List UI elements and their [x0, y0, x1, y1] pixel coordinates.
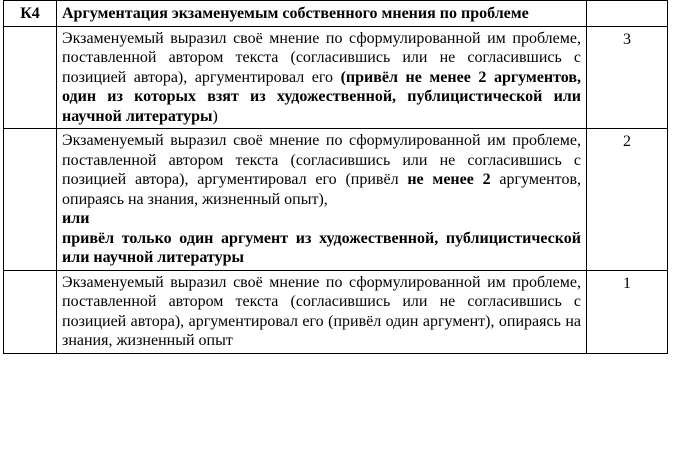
empty-code-cell [4, 26, 57, 129]
row-2-text-bold-a: не менее 2 [407, 171, 491, 188]
row-2-text-bold-b: привёл только один аргумент из художественной, публицистической или научной литературы [62, 229, 581, 266]
row-3-text-plain: Экзаменуемый выразил своё мнение по сформулированной им проблеме, поставленной автором текста (согласившись или не согласившись с позицией автора), аргументировал его [62, 29, 581, 86]
row-3-close-paren: ) [212, 107, 218, 125]
criterion-code: К4 [4, 1, 57, 27]
score-value-2: 2 [587, 129, 668, 271]
score-row-3-description [57, 26, 587, 129]
row-3-text-bold: привёл не менее 2 аргументов, один из которых взят из художественной, публицистической или научной литературы [62, 68, 581, 125]
row-3-open-paren: ( [340, 68, 346, 86]
score-row-1 [4, 270, 668, 353]
score-value-3: 3 [587, 26, 668, 129]
criterion-title: Аргументация экзаменуемым собственного мнения по проблеме [57, 1, 587, 27]
score-row-1-description: Экзаменуемый выразил своё мнение по сформулированной им проблеме, поставленной автором текста (согласившись или не согласившись с позицией автора), аргументировал его (привёл один аргумент), опираясь на знания, жизненный опыт [57, 270, 587, 353]
score-row-3 [4, 26, 668, 129]
score-row-2-description [57, 129, 587, 271]
empty-code-cell [4, 270, 57, 353]
empty-code-cell [4, 129, 57, 271]
score-row-2 [4, 129, 668, 271]
criteria-table [3, 0, 668, 354]
criterion-header-row [4, 1, 668, 27]
criterion-score-header [587, 1, 668, 27]
row-2-text-plain-b: аргументов, опираясь на знания, жизненный опыт), [62, 171, 581, 208]
score-value-1: 1 [587, 270, 668, 353]
row-2-text-plain-a: Экзаменуемый выразил своё мнение по сформулированной им проблеме, поставленной автором текста (согласившись или не согласившись с позицией автора), аргументировал его (привёл [62, 132, 581, 188]
row-2-paragraph-a [62, 131, 581, 209]
row-2-text-or: или [62, 210, 90, 227]
